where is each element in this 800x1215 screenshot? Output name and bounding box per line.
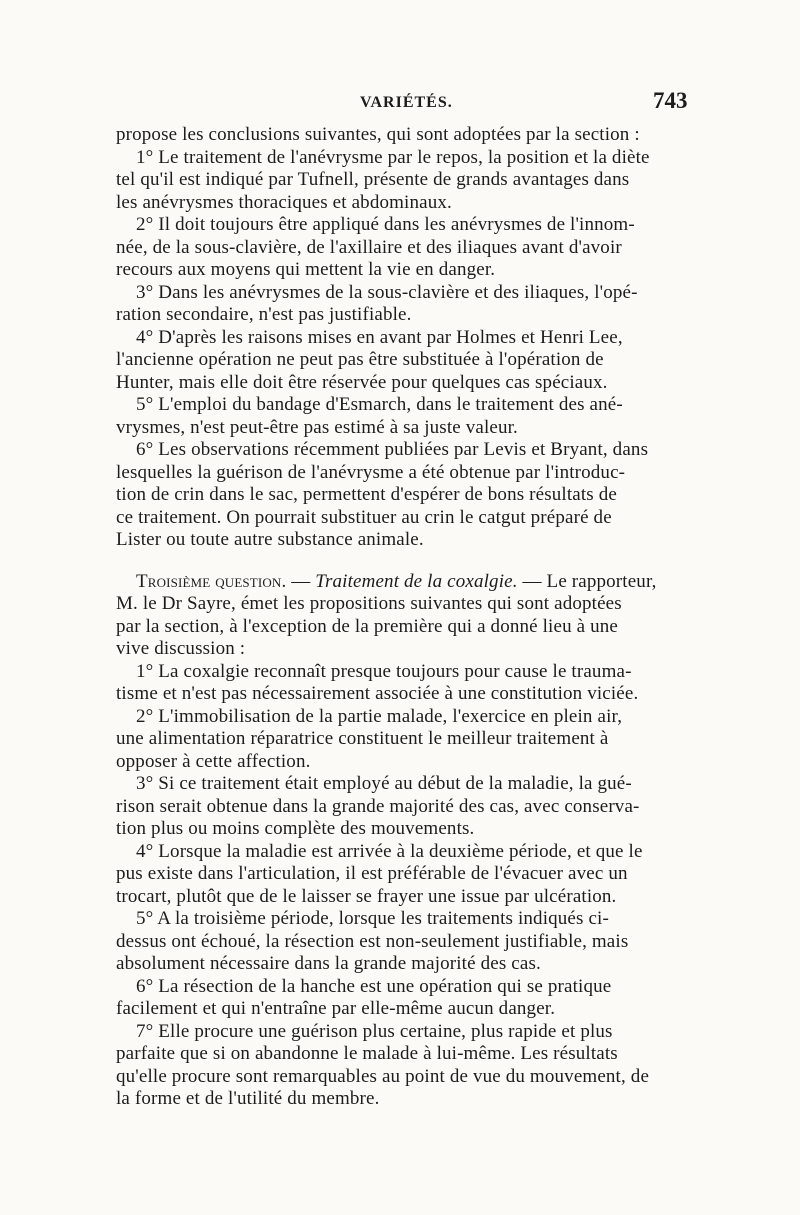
- text-line: 6° Les observations récemment publiées par Levis et Bryant, dans: [136, 439, 649, 460]
- page-number: 743: [653, 88, 688, 113]
- page-body: [116, 124, 686, 1111]
- text-line: rison serait obtenue dans la grande majorité des cas, avec conserva-: [116, 795, 640, 817]
- section-heading-line: [116, 571, 686, 594]
- dash: —: [286, 570, 316, 592]
- text-line: née, de la sous-clavière, de l'axillaire et des iliaques avant d'avoir: [116, 236, 622, 258]
- text-line: 7° Elle procure une guérison plus certaine, plus rapide et plus: [136, 1020, 613, 1042]
- text-line: M. le Dr Sayre, émet les propositions suivantes qui sont adoptées: [116, 593, 622, 614]
- text-line: opposer à cette affection.: [116, 750, 311, 772]
- text-line: la forme et de l'utilité du membre.: [116, 1088, 380, 1109]
- text-line: vive discussion :: [116, 638, 246, 659]
- section-title: Traitement de la coxalgie.: [315, 570, 518, 592]
- text-line: tel qu'il est indiqué par Tufnell, présente de grands avantages dans: [116, 169, 630, 190]
- text-line: facilement et qui n'entraîne par elle-même aucun danger.: [116, 998, 556, 1019]
- text-line: trocart, plutôt que de le laisser se frayer une issue par ulcération.: [116, 885, 617, 907]
- text-line: tion de crin dans le sac, permettent d'espérer de bons résultats de: [116, 484, 617, 505]
- text-line: pus existe dans l'articulation, il est préférable de l'évacuer avec un: [116, 863, 628, 884]
- text-line: 4° Lorsque la maladie est arrivée à la deuxième période, et que le: [136, 840, 643, 862]
- text-line: ration secondaire, n'est pas justifiable.: [116, 304, 412, 325]
- text-line: 5° L'emploi du bandage d'Esmarch, dans le traitement des ané-: [136, 394, 623, 415]
- text-line: 5° A la troisième période, lorsque les traitements indiqués ci-: [136, 908, 609, 929]
- text-line: tisme et n'est pas nécessairement associée à une constitution viciée.: [116, 683, 639, 704]
- text-line: 1° La coxalgie reconnaît presque toujours pour cause le trauma-: [136, 660, 632, 682]
- text-line: Hunter, mais elle doit être réservée pour quelques cas spéciaux.: [116, 371, 608, 393]
- text-line: 2° Il doit toujours être appliqué dans les anévrysmes de l'innom-: [136, 214, 635, 235]
- section-gap: [116, 552, 686, 571]
- text-line: ce traitement. On pourrait substituer au crin le catgut préparé de: [116, 506, 612, 528]
- text-line: lesquelles la guérison de l'anévrysme a été obtenue par l'introduc-: [116, 461, 626, 483]
- text-line: 6° La résection de la hanche est une opération qui se pratique: [136, 975, 612, 997]
- page-header: [0, 88, 800, 118]
- section-heading: Troisième question.: [136, 570, 287, 592]
- text-line: recours aux moyens qui mettent la vie en danger.: [116, 259, 496, 280]
- section-coxalgie: [116, 571, 686, 1111]
- running-head: VARIÉTÉS.: [360, 94, 453, 111]
- text-line: 4° D'après les raisons mises en avant par Holmes et Henri Lee,: [136, 326, 623, 348]
- text-line: 1° Le traitement de l'anévrysme par le repos, la position et la diète: [136, 146, 650, 168]
- text-line: l'ancienne opération ne peut pas être substituée à l'opération de: [116, 349, 604, 370]
- text-line: absolument nécessaire dans la grande majorité des cas.: [116, 953, 541, 974]
- text-line: les anévrysmes thoraciques et abdominaux.: [116, 191, 452, 213]
- text-line: une alimentation réparatrice constituent le meilleur traitement à: [116, 728, 609, 749]
- text-line: 2° L'immobilisation de la partie malade, l'exercice en plein air,: [136, 705, 623, 727]
- heading-rest: — Le rapporteur,: [517, 570, 657, 592]
- text-line: dessus ont échoué, la résection est non-seulement justifiable, mais: [116, 930, 629, 952]
- text-line: 3° Si ce traitement était employé au début de la maladie, la gué-: [136, 773, 632, 794]
- text-line: tion plus ou moins complète des mouvements.: [116, 818, 475, 839]
- text-line: par la section, à l'exception de la première qui a donné lieu à une: [116, 615, 618, 637]
- text-line: vrysmes, n'est peut-être pas estimé à sa juste valeur.: [116, 416, 518, 438]
- text-line: qu'elle procure sont remarquables au point de vue du mouvement, de: [116, 1065, 650, 1087]
- text-line: propose les conclusions suivantes, qui sont adoptées par la section :: [116, 124, 640, 145]
- text-line: parfaite que si on abandonne le malade à lui-même. Les résultats: [116, 1043, 618, 1064]
- section-anevrysmes: [116, 124, 686, 552]
- text-line: 3° Dans les anévrysmes de la sous-clavière et des iliaques, l'opé-: [136, 281, 638, 303]
- text-line: Lister ou toute autre substance animale.: [116, 529, 424, 550]
